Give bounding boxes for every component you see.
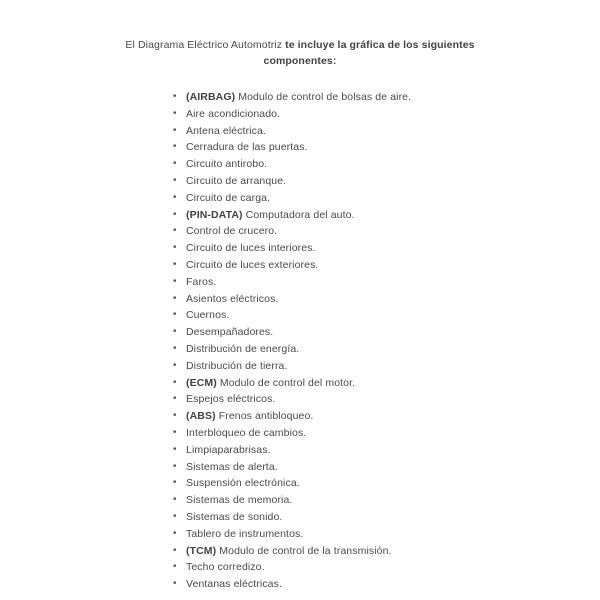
list-item	[173, 291, 600, 308]
list-item	[173, 391, 600, 408]
bullet-icon: •	[173, 124, 177, 136]
list-item	[173, 526, 600, 543]
component-code: (ABS)	[186, 410, 216, 423]
component-text: Modulo de control del motor.	[219, 376, 356, 389]
list-item	[173, 257, 600, 274]
component-text: Tablero de instrumentos.	[186, 527, 304, 540]
list-item	[173, 475, 600, 492]
component-text: Aire acondicionado.	[186, 107, 281, 120]
component-code: (PIN-DATA)	[186, 208, 243, 221]
bullet-icon: •	[173, 91, 177, 102]
component-text: Desempañadores.	[186, 326, 274, 339]
list-item	[173, 559, 600, 576]
bullet-icon: •	[173, 460, 177, 472]
component-code: (AIRBAG)	[186, 91, 236, 103]
bullet-icon: •	[173, 107, 177, 119]
title-bold-text-line1: te incluye la gráfica de los siguientes	[285, 39, 475, 51]
component-text: Circuito de luces interiores.	[186, 242, 316, 255]
list-item	[173, 223, 600, 240]
bullet-icon: •	[173, 191, 177, 203]
bullet-icon: •	[173, 426, 177, 438]
component-text: Distribución de energía.	[186, 342, 300, 355]
list-item	[173, 509, 600, 526]
list-item	[173, 207, 600, 224]
list-item	[173, 375, 600, 392]
component-text: Modulo de control de la transmisión.	[219, 544, 392, 557]
component-code: (TCM)	[186, 544, 217, 557]
list-item	[173, 190, 600, 207]
list-item	[173, 156, 600, 173]
bullet-icon: •	[173, 578, 177, 590]
component-text: Suspensión electrónica.	[186, 477, 300, 490]
list-item	[173, 123, 600, 140]
component-text: Ventanas eléctricas.	[186, 578, 282, 591]
bullet-icon: •	[173, 258, 177, 270]
bullet-icon: •	[173, 242, 177, 254]
page-title	[0, 0, 600, 69]
bullet-icon: •	[173, 443, 177, 455]
list-item	[173, 106, 600, 123]
list-item	[173, 274, 600, 291]
component-text: Circuito antirobo.	[186, 158, 268, 171]
bullet-icon: •	[173, 158, 177, 170]
list-item	[173, 89, 600, 106]
bullet-icon: •	[173, 477, 177, 489]
component-text: Interbloqueo de cambios.	[186, 426, 307, 439]
component-text: Circuito de luces exteriores.	[186, 258, 319, 271]
component-text: Control de crucero.	[186, 225, 278, 238]
component-text: Sistemas de alerta.	[186, 460, 278, 473]
list-item	[173, 358, 600, 375]
list-item	[173, 425, 600, 442]
bullet-icon: •	[173, 275, 177, 287]
list-item	[173, 576, 600, 593]
component-code: (ECM)	[186, 376, 217, 389]
component-text: Sistemas de sonido.	[186, 510, 283, 523]
bullet-icon: •	[173, 208, 177, 220]
bullet-icon: •	[173, 494, 177, 506]
list-item	[173, 492, 600, 509]
component-text: Antena eléctrica.	[186, 124, 266, 137]
bullet-icon: •	[173, 561, 177, 573]
bullet-icon: •	[173, 510, 177, 522]
bullet-icon: •	[173, 544, 177, 556]
bullet-icon: •	[173, 410, 177, 422]
bullet-icon: •	[173, 174, 177, 186]
list-item	[173, 324, 600, 341]
list-item	[173, 139, 600, 156]
bullet-icon: •	[173, 376, 177, 388]
list-item	[173, 341, 600, 358]
component-text: Computadora del auto.	[245, 208, 355, 221]
component-text: Espejos eléctricos.	[186, 393, 276, 406]
list-item	[173, 240, 600, 257]
bullet-icon: •	[173, 393, 177, 405]
component-text: Modulo de control de bolsas de aire.	[238, 91, 412, 103]
component-text: Circuito de arranque.	[186, 174, 287, 187]
list-item	[173, 408, 600, 425]
component-text: Sistemas de memoria.	[186, 494, 293, 507]
bullet-icon: •	[173, 225, 177, 237]
bullet-icon: •	[173, 527, 177, 539]
bullet-icon: •	[173, 309, 177, 321]
title-bold-text-line2: componentes:	[263, 55, 337, 67]
list-item	[173, 459, 600, 476]
bullet-icon: •	[173, 326, 177, 338]
bullet-icon: •	[173, 359, 177, 371]
components-list	[173, 89, 600, 593]
bullet-icon: •	[173, 342, 177, 354]
component-text: Techo corredizo.	[186, 561, 265, 574]
list-item	[173, 173, 600, 190]
component-text: Frenos antibloqueo.	[218, 410, 314, 423]
title-regular-text: El Diagrama Eléctrico Automotriz	[125, 39, 286, 51]
bullet-icon: •	[173, 292, 177, 304]
component-text: Cuernos.	[186, 309, 230, 322]
component-text: Cerradura de las puertas.	[186, 141, 308, 154]
bullet-icon: •	[173, 141, 177, 153]
component-text: Asientos eléctricos.	[186, 292, 279, 305]
component-text: Circuito de carga.	[186, 191, 271, 204]
component-text: Faros.	[186, 275, 217, 288]
list-item	[173, 543, 600, 560]
component-text: Limpiaparabrisas.	[186, 443, 271, 456]
list-item	[173, 442, 600, 459]
component-text: Distribución de tierra.	[186, 359, 288, 372]
list-item	[173, 307, 600, 324]
